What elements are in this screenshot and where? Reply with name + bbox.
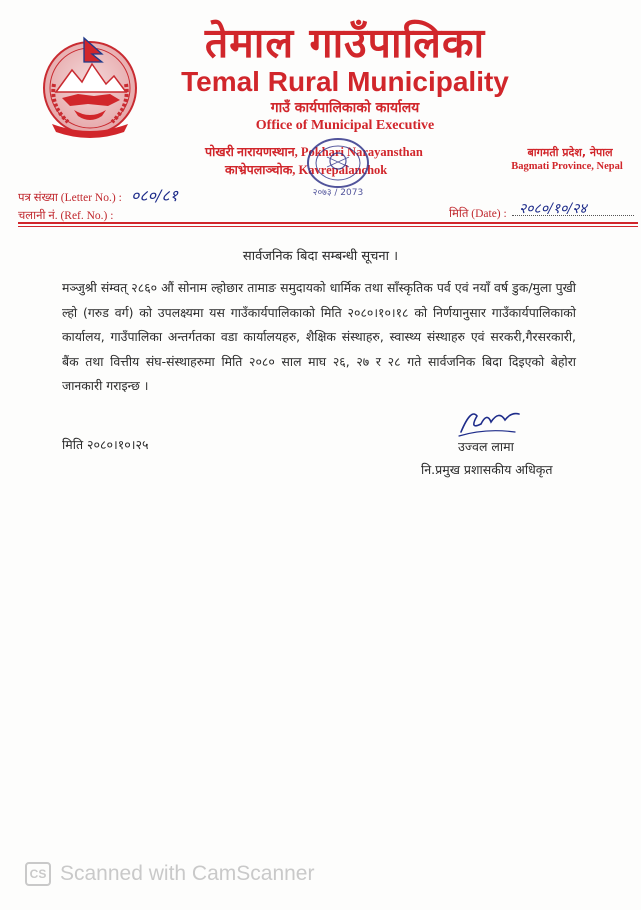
ref-no-label: चलानी नं. (Ref. No.) : (18, 210, 114, 222)
letter-no-label: पत्र संख्या (Letter No.) : (18, 192, 122, 204)
address-line-1: पोखरी नारायणस्थान, Pokhari Narayansthan (205, 145, 423, 159)
date-label: मिति (Date) : (449, 208, 507, 220)
stamp-year: २०७३ / 2073 (312, 188, 364, 197)
municipality-name-nepali: तेमाल गाउँपालिका (204, 19, 486, 67)
date-value: २०८०/१०/२४ (519, 201, 587, 217)
signatory-name: उज्वल लामा (458, 439, 514, 454)
header-rule (18, 222, 638, 224)
province-nepali: बागमती प्रदेश, नेपाल (527, 146, 613, 159)
camscanner-watermark (25, 861, 314, 887)
office-name-nepali: गाउँ कार्यपालिकाको कार्यालय (270, 100, 420, 116)
notice-date: मिति २०८०।१०।२५ (62, 437, 149, 452)
province-english: Bagmati Province, Nepal (511, 161, 623, 172)
address-line-2: काभ्रेपलाञ्चोक, Kavrepalanchok (225, 163, 388, 177)
notice-title: सार्वजनिक बिदा सम्बन्धी सूचना । (242, 249, 399, 264)
camscanner-logo-icon: CS (25, 862, 51, 886)
signature-icon (455, 402, 527, 442)
notice-body: मञ्जुश्री संम्वत् २८६० औं सोनाम ल्होछार तामाङ समुदायको धार्मिक तथा साँस्कृतिक पर्व एवं नयाँ वर्ष डुक/मुला पुखी ल्हो (गरुड वर्ग) को उपलक्ष्यमा यस गाउँकार्यपालिकाको मिति २०८०।१०।१८ को निर्णयानुसार गाउँकार्यपालिकाको कार्यालय, गाउँपालिका अन्तर्गतका वडा कार्यालयहरु, शैक्षिक संस्थाहरु, स्वास्थ्य संस्थाहरु एवं सरकरी,गैरसरकारी, बैंक तथा वित्तीय संघ-संस्थाहरुमा मिति २०८० साल माघ २६, २७ र २८ गते सार्वजनिक बिदा दिइएको बेहोरा जानकारी गराइन्छ । (62, 280, 576, 393)
municipality-emblem-icon (38, 32, 142, 140)
signatory-designation: नि.प्रमुख प्रशासकीय अधिकृत (421, 462, 553, 477)
municipality-name-english: Temal Rural Municipality (181, 66, 509, 97)
camscanner-text: Scanned with CamScanner (60, 862, 315, 885)
office-stamp-icon (297, 137, 379, 197)
header-rule-thin (18, 226, 638, 227)
office-name-english: Office of Municipal Executive (255, 118, 435, 133)
date-dotted-line (512, 215, 634, 216)
letter-no-value: ०८०/८१ (131, 186, 178, 205)
